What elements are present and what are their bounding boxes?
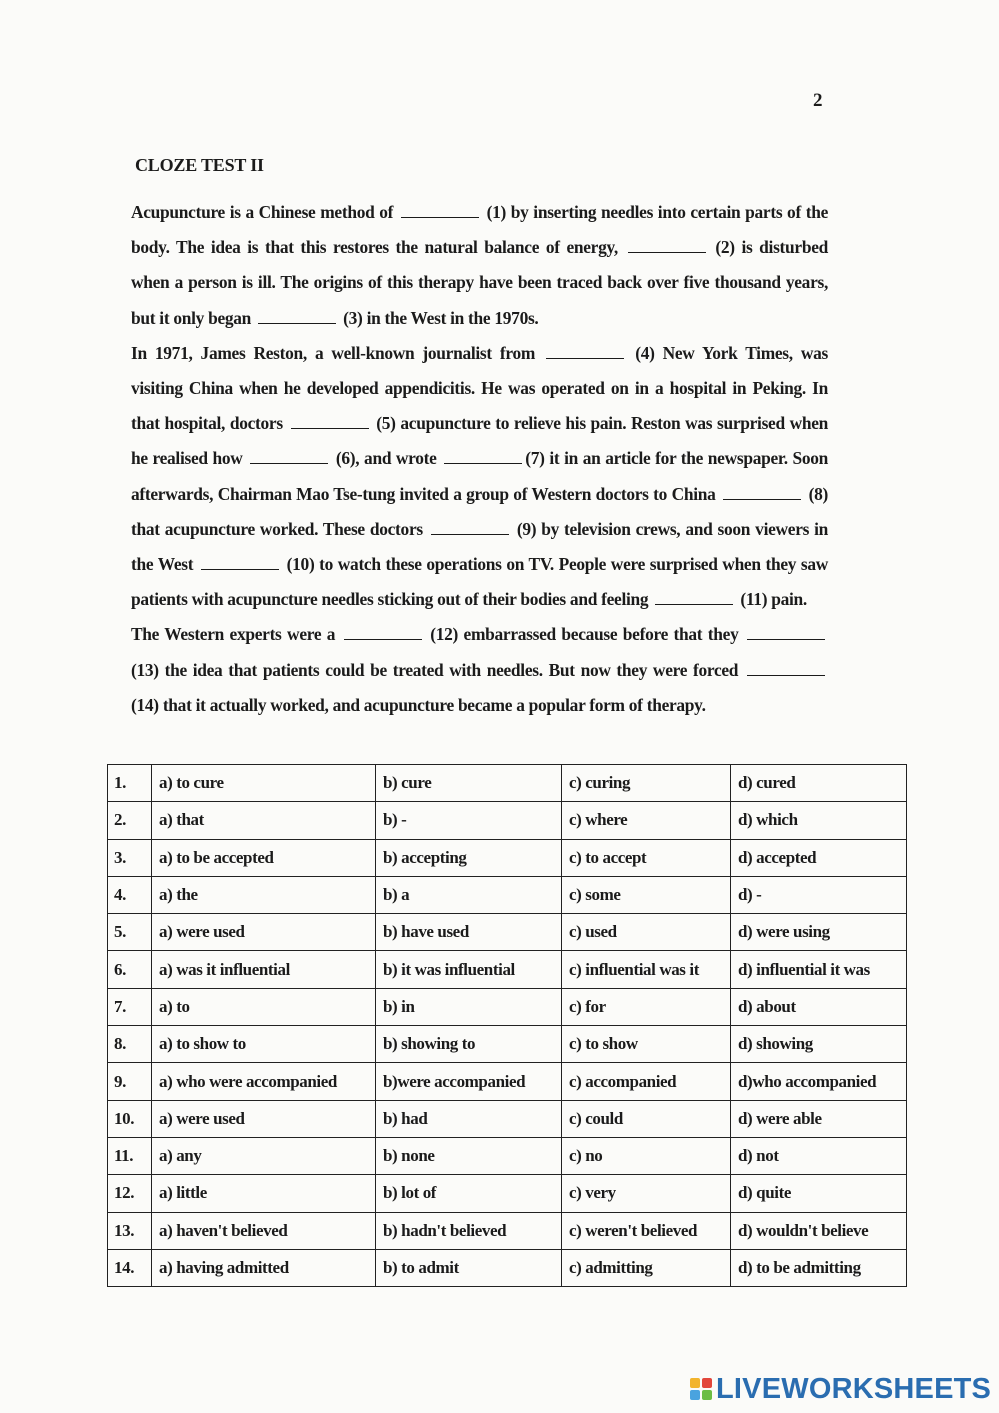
option-b[interactable]: b) accepting [376, 839, 562, 876]
blank-14[interactable] [747, 660, 825, 676]
question-number: 2. [108, 802, 152, 839]
logo-icon-square [690, 1390, 700, 1400]
option-c[interactable]: c) for [562, 988, 731, 1025]
options-table-body [108, 765, 907, 1287]
option-row [108, 1212, 907, 1249]
page-number: 2 [813, 90, 823, 111]
option-a[interactable]: a) to [152, 988, 376, 1025]
question-number: 10. [108, 1100, 152, 1137]
blank-1[interactable] [401, 202, 479, 218]
option-row [108, 1175, 907, 1212]
passage-text: In 1971, James Reston, a well-known journalist from [131, 342, 544, 363]
option-row [108, 1137, 907, 1174]
passage-text: (4) New York Times, was visiting China when he developed appendicitis. He was operated on in a hospital in Peking. In that hospital, doctors [131, 342, 828, 434]
blank-8[interactable] [723, 484, 801, 500]
option-row [108, 1063, 907, 1100]
passage-text: (9) by television crews, and soon viewers in the West [131, 518, 828, 575]
option-c[interactable]: c) to show [562, 1026, 731, 1063]
option-c[interactable]: c) no [562, 1137, 731, 1174]
passage-text: Acupuncture is a Chinese method of [131, 202, 398, 222]
passage-text: The Western experts were a [131, 624, 341, 645]
option-b[interactable]: b)were accompanied [376, 1063, 562, 1100]
option-a[interactable]: a) that [152, 802, 376, 839]
option-a[interactable]: a) were used [152, 914, 376, 951]
question-number: 8. [108, 1026, 152, 1063]
blank-13[interactable] [747, 624, 825, 640]
option-d[interactable]: d) - [731, 876, 907, 913]
option-b[interactable]: b) - [376, 802, 562, 839]
blank-2[interactable] [628, 237, 706, 253]
logo-text: LIVEWORKSHEETS [716, 1372, 992, 1405]
option-b[interactable]: b) had [376, 1100, 562, 1137]
options-table [107, 764, 907, 1287]
logo-icon-square [702, 1390, 712, 1400]
option-a[interactable]: a) the [152, 876, 376, 913]
option-b[interactable]: b) in [376, 988, 562, 1025]
option-row [108, 988, 907, 1025]
option-row [108, 914, 907, 951]
option-b[interactable]: b) have used [376, 914, 562, 951]
option-b[interactable]: b) it was influential [376, 951, 562, 988]
option-c[interactable]: c) to accept [562, 839, 731, 876]
option-d[interactable]: d) which [731, 802, 907, 839]
question-number: 1. [108, 765, 152, 802]
passage-text: (14) that it actually worked, and acupuncture became a popular form of therapy. [131, 694, 706, 715]
passage-text: (5) acupuncture to relieve his pain. Reston was surprised when he realised how [131, 413, 828, 469]
page-title: CLOZE TEST II [135, 155, 264, 175]
paragraph-1 [131, 195, 828, 336]
option-b[interactable]: b) to admit [376, 1249, 562, 1286]
option-a[interactable]: a) who were accompanied [152, 1063, 376, 1100]
option-row [108, 1249, 907, 1286]
passage-text: (2) is disturbed when a person is ill. The origins of this therapy have been traced back over five thousand years, but it only began [131, 237, 828, 328]
option-c[interactable]: c) weren't believed [562, 1212, 731, 1249]
option-d[interactable]: d) cured [731, 765, 907, 802]
passage-text: (12) embarrassed because before that they [424, 624, 745, 645]
option-d[interactable]: d) were using [731, 914, 907, 951]
passage-text: (6), and wrote [331, 448, 442, 469]
option-d[interactable]: d) about [731, 988, 907, 1025]
blank-5[interactable] [291, 413, 369, 429]
blank-11[interactable] [655, 589, 733, 605]
option-c[interactable]: c) influential was it [562, 951, 731, 988]
option-d[interactable]: d) quite [731, 1175, 907, 1212]
blank-4[interactable] [546, 343, 624, 359]
option-b[interactable]: b) hadn't believed [376, 1212, 562, 1249]
liveworksheets-logo [690, 1371, 991, 1407]
option-row [108, 1100, 907, 1137]
paragraph-3 [131, 617, 828, 723]
question-number: 11. [108, 1137, 152, 1174]
option-row [108, 876, 907, 913]
option-b[interactable]: b) none [376, 1137, 562, 1174]
liveworksheets-logo-icon [690, 1378, 712, 1400]
question-number: 13. [108, 1212, 152, 1249]
option-row [108, 839, 907, 876]
option-d[interactable]: d)who accompanied [731, 1063, 907, 1100]
option-c[interactable]: c) where [562, 802, 731, 839]
blank-6[interactable] [250, 448, 328, 464]
option-row [108, 1026, 907, 1063]
option-d[interactable]: d) accepted [731, 839, 907, 876]
option-a[interactable]: a) little [152, 1175, 376, 1212]
option-b[interactable]: b) showing to [376, 1026, 562, 1063]
blank-3[interactable] [258, 308, 336, 324]
option-row [108, 802, 907, 839]
blank-12[interactable] [344, 624, 422, 640]
option-b[interactable]: b) lot of [376, 1175, 562, 1212]
option-d[interactable]: d) showing [731, 1026, 907, 1063]
option-d[interactable]: d) wouldn't believe [731, 1212, 907, 1249]
option-b[interactable]: b) a [376, 876, 562, 913]
option-a[interactable]: a) haven't believed [152, 1212, 376, 1249]
question-number: 3. [108, 839, 152, 876]
logo-icon-square [690, 1378, 700, 1388]
question-number: 7. [108, 988, 152, 1025]
logo-icon-square [702, 1378, 712, 1388]
passage-text: (8) that acupuncture worked. These doctors [131, 483, 828, 539]
blank-10[interactable] [201, 554, 279, 570]
option-row [108, 951, 907, 988]
passage-text: (11) pain. [736, 589, 807, 610]
option-c[interactable]: c) some [562, 876, 731, 913]
question-number: 6. [108, 951, 152, 988]
option-d[interactable]: d) influential it was [731, 951, 907, 988]
option-c[interactable]: c) accompanied [562, 1063, 731, 1100]
passage-text: (7) it in an article for the newspaper. Soon afterwards, Chairman Mao Tse-tung invited a group of Western doctors to China [131, 448, 828, 504]
option-a[interactable]: a) to show to [152, 1026, 376, 1063]
option-a[interactable]: a) having admitted [152, 1249, 376, 1286]
passage-text: (1) by inserting needles into certain parts of the body. The idea is that this restores the natural balance of energy, [131, 202, 828, 258]
blank-7[interactable] [444, 448, 522, 464]
option-c[interactable]: c) admitting [562, 1249, 731, 1286]
cloze-passage [131, 195, 828, 723]
option-a[interactable]: a) to cure [152, 765, 376, 802]
paragraph-2 [131, 336, 828, 618]
option-a[interactable]: a) to be accepted [152, 839, 376, 876]
option-a[interactable]: a) any [152, 1137, 376, 1174]
passage-text: (3) in the West in the 1970s. [339, 307, 539, 328]
option-c[interactable]: c) very [562, 1175, 731, 1212]
option-d[interactable]: d) not [731, 1137, 907, 1174]
option-c[interactable]: c) used [562, 914, 731, 951]
option-a[interactable]: a) was it influential [152, 951, 376, 988]
question-number: 14. [108, 1249, 152, 1286]
option-d[interactable]: d) to be admitting [731, 1249, 907, 1286]
option-row [108, 765, 907, 802]
passage-text: (10) to watch these operations on TV. People were surprised when they saw patients with acupuncture needles sticking out of their bodies and feeling [131, 554, 828, 610]
option-c[interactable]: c) could [562, 1100, 731, 1137]
option-b[interactable]: b) cure [376, 765, 562, 802]
question-number: 5. [108, 914, 152, 951]
passage-text: (13) the idea that patients could be treated with needles. But now they were forced [131, 659, 744, 680]
option-c[interactable]: c) curing [562, 765, 731, 802]
question-number: 4. [108, 876, 152, 913]
question-number: 12. [108, 1175, 152, 1212]
blank-9[interactable] [431, 519, 509, 535]
question-number: 9. [108, 1063, 152, 1100]
option-a[interactable]: a) were used [152, 1100, 376, 1137]
option-d[interactable]: d) were able [731, 1100, 907, 1137]
